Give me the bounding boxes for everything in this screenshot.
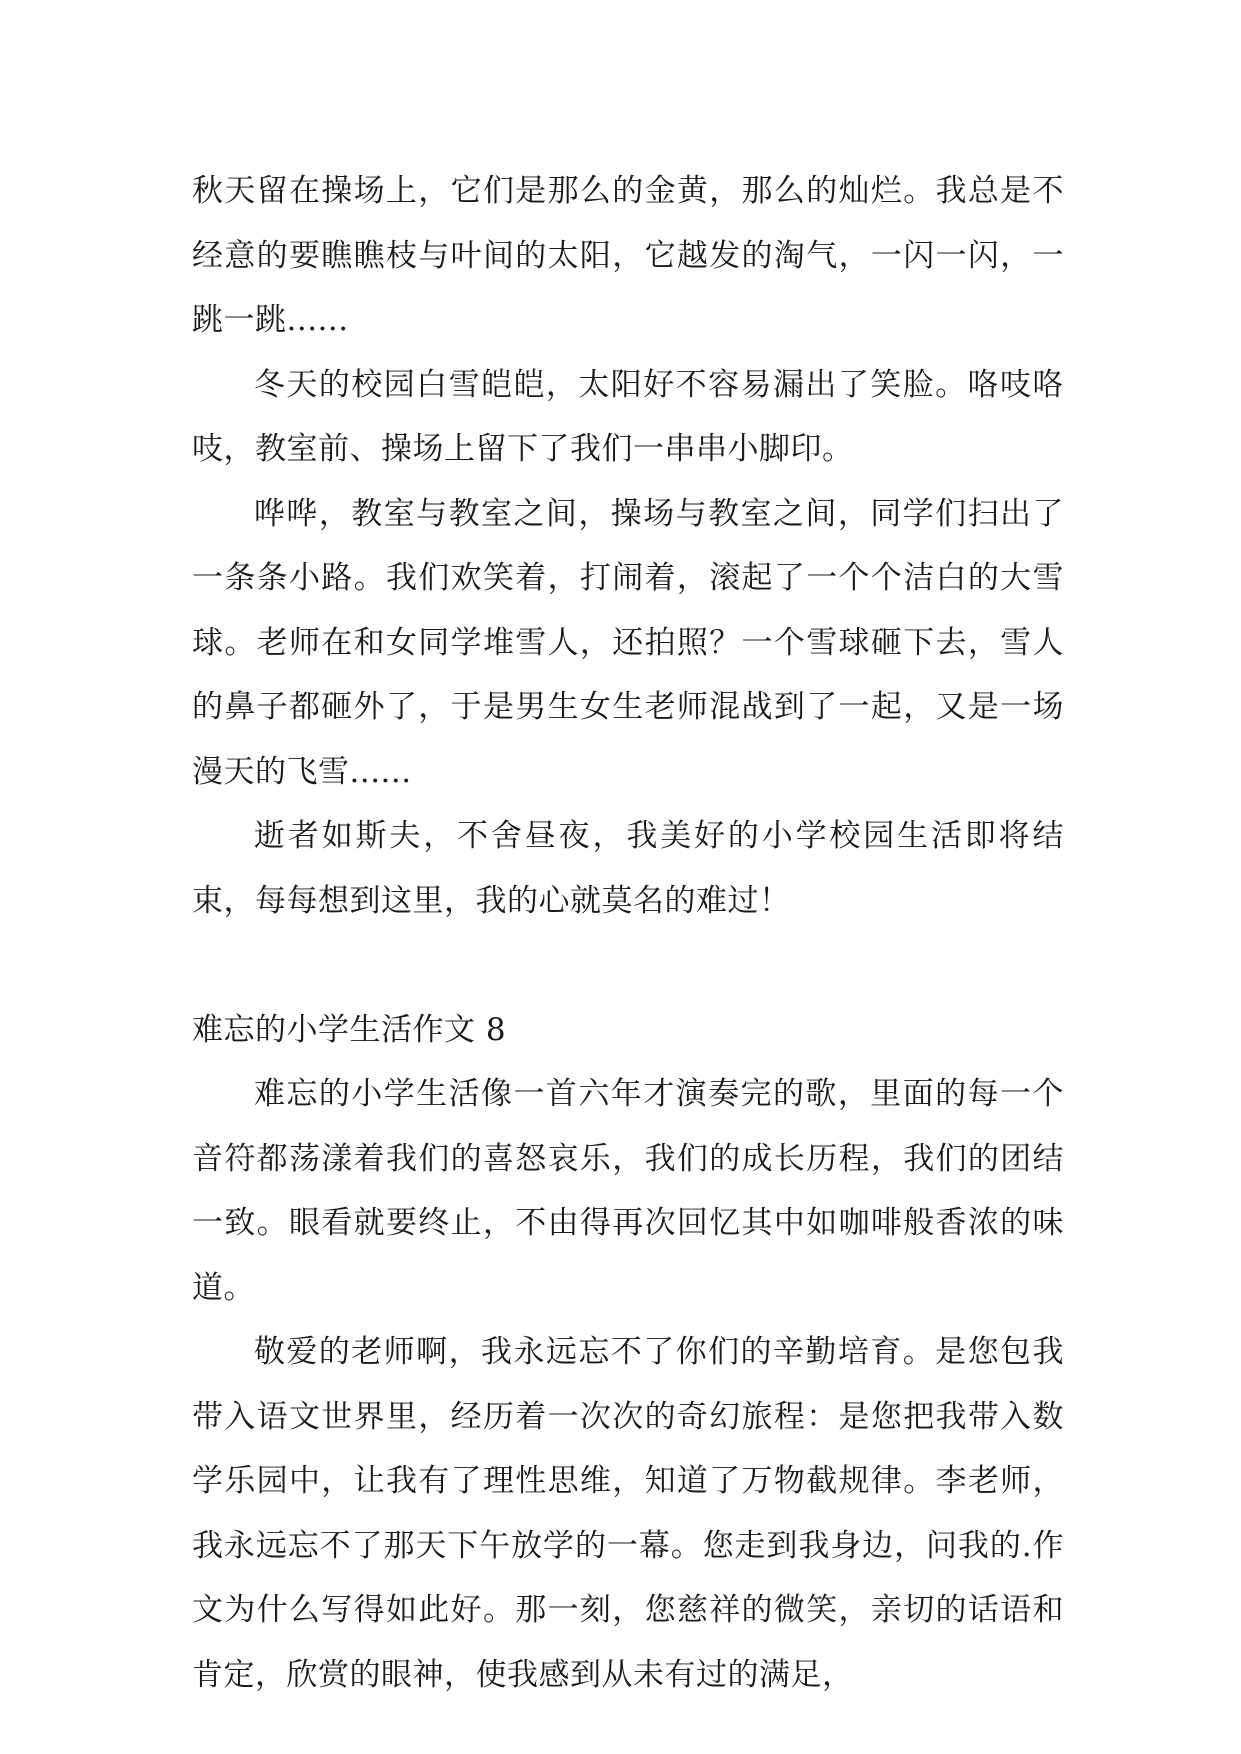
paragraph: 哗哗，教室与教室之间，操场与教室之间，同学们扫出了一条条小路。我们欢笑着，打闹着，滚起了一个个洁白的大雪球。老师在和女同学堆雪人，还拍照？一个雪球砸下去，雪人的鼻子都砸外了，于是男生女生老师混战到了一起，又是一场漫天的飞雪...... (192, 495, 1064, 790)
paragraph: 难忘的小学生活像一首六年才演奏完的歌，里面的每一个音符都荡漾着我们的喜怒哀乐，我们的成长历程，我们的团结一致。眼看就要终止，不由得再次回忆其中如咖啡般香浓的味道。 (192, 1076, 1064, 1306)
paragraph: 敬爱的老师啊，我永远忘不了你们的辛勤培育。是您包我带入语文世界里，经历着一次次的奇幻旅程：是您把我带入数学乐园中，让我有了理性思维，知道了万物截规律。李老师，我永远忘不了那天下午放学的一幕。您走到我身边，问我的.作文为什么写得如此好。那一刻，您慈祥的微笑，亲切的话语和肯定，欣赏的眼神，使我感到从未有过的满足， (192, 1334, 1064, 1693)
paragraph: 冬天的校园白雪皑皑，太阳好不容易漏出了笑脸。咯吱咯吱，教室前、操场上留下了我们一串串小脚印。 (192, 366, 1064, 467)
paragraph: 秋天留在操场上，它们是那么的金黄，那么的灿烂。我总是不经意的要瞧瞧枝与叶间的太阳，它越发的淘气，一闪一闪，一跳一跳...... (192, 173, 1064, 338)
section-title: 难忘的小学生活作文 8 (192, 1011, 507, 1048)
section-spacer (192, 933, 1064, 998)
paragraph: 逝者如斯夫，不舍昼夜，我美好的小学校园生活即将结束，每每想到这里，我的心就莫名的难过！ (192, 818, 1064, 919)
document-body (192, 159, 1064, 1707)
